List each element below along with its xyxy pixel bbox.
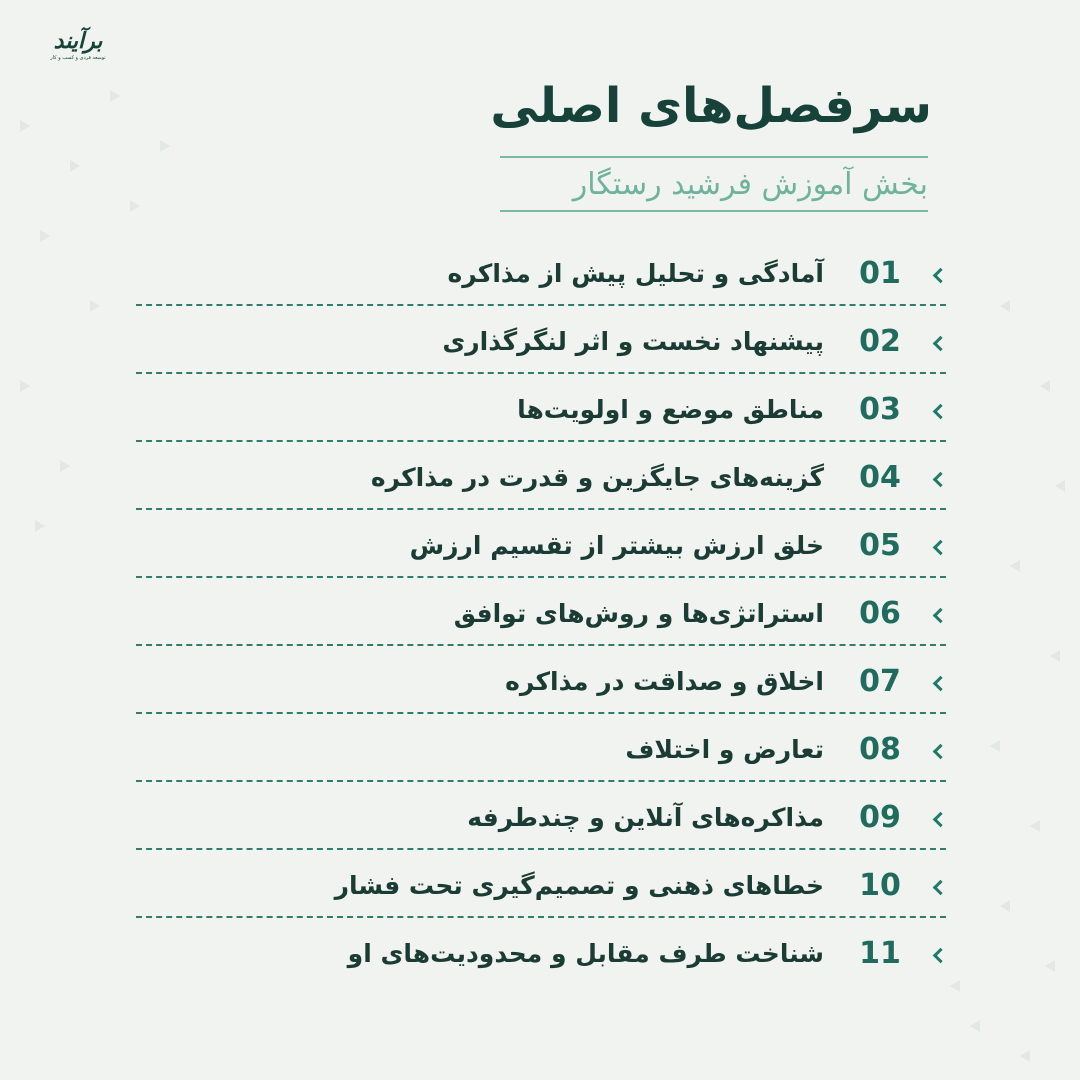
list-item — [136, 578, 946, 646]
subtitle-box — [500, 156, 928, 212]
item-label: خلق ارزش بیشتر از تقسیم ارزش — [409, 531, 824, 560]
item-label: شناخت طرف مقابل و محدودیت‌های او — [347, 939, 824, 968]
chevron-left-icon — [933, 540, 949, 556]
topics-list — [136, 238, 946, 986]
page-title: سرفصل‌های اصلی — [490, 78, 932, 134]
list-item — [136, 238, 946, 306]
list-item — [136, 714, 946, 782]
list-item — [136, 510, 946, 578]
logo-tagline: توسعه فردی و کسب و کار — [50, 55, 106, 61]
list-item — [136, 442, 946, 510]
item-number: 03 — [859, 392, 901, 427]
list-item — [136, 374, 946, 442]
list-item — [136, 850, 946, 918]
item-number: 04 — [859, 460, 901, 495]
item-number: 10 — [859, 868, 901, 903]
item-label: مذاکره‌های آنلاین و چندطرفه — [467, 803, 824, 832]
item-label: تعارض و اختلاف — [625, 735, 824, 764]
item-number: 06 — [859, 596, 901, 631]
item-label: خطاهای ذهنی و تصمیم‌گیری تحت فشار — [334, 871, 824, 900]
list-item — [136, 782, 946, 850]
item-number: 07 — [859, 664, 901, 699]
item-label: گزینه‌های جایگزین و قدرت در مذاکره — [370, 463, 824, 492]
brand-logo — [28, 30, 128, 66]
item-number: 11 — [859, 936, 901, 971]
item-label: آمادگی و تحلیل پیش از مذاکره — [447, 259, 824, 288]
chevron-left-icon — [933, 608, 949, 624]
chevron-left-icon — [933, 268, 949, 284]
list-item — [136, 306, 946, 374]
chevron-left-icon — [933, 948, 949, 964]
chevron-left-icon — [933, 404, 949, 420]
item-label: اخلاق و صداقت در مذاکره — [505, 667, 824, 696]
page-subtitle: بخش آموزش فرشید رستگار — [572, 166, 928, 202]
list-item — [136, 646, 946, 714]
item-number: 01 — [859, 256, 901, 291]
chevron-left-icon — [933, 472, 949, 488]
list-item — [136, 918, 946, 986]
item-label: استراتژی‌ها و روش‌های توافق — [453, 599, 824, 628]
logo-wordmark: برآیند — [53, 29, 103, 54]
item-label: مناطق موضع و اولویت‌ها — [517, 395, 824, 424]
item-number: 05 — [859, 528, 901, 563]
chevron-left-icon — [933, 812, 949, 828]
chevron-left-icon — [933, 880, 949, 896]
chevron-left-icon — [933, 676, 949, 692]
item-number: 09 — [859, 800, 901, 835]
chevron-left-icon — [933, 336, 949, 352]
item-label: پیشنهاد نخست و اثر لنگرگذاری — [442, 327, 824, 356]
chevron-left-icon — [933, 744, 949, 760]
item-number: 02 — [859, 324, 901, 359]
item-number: 08 — [859, 732, 901, 767]
